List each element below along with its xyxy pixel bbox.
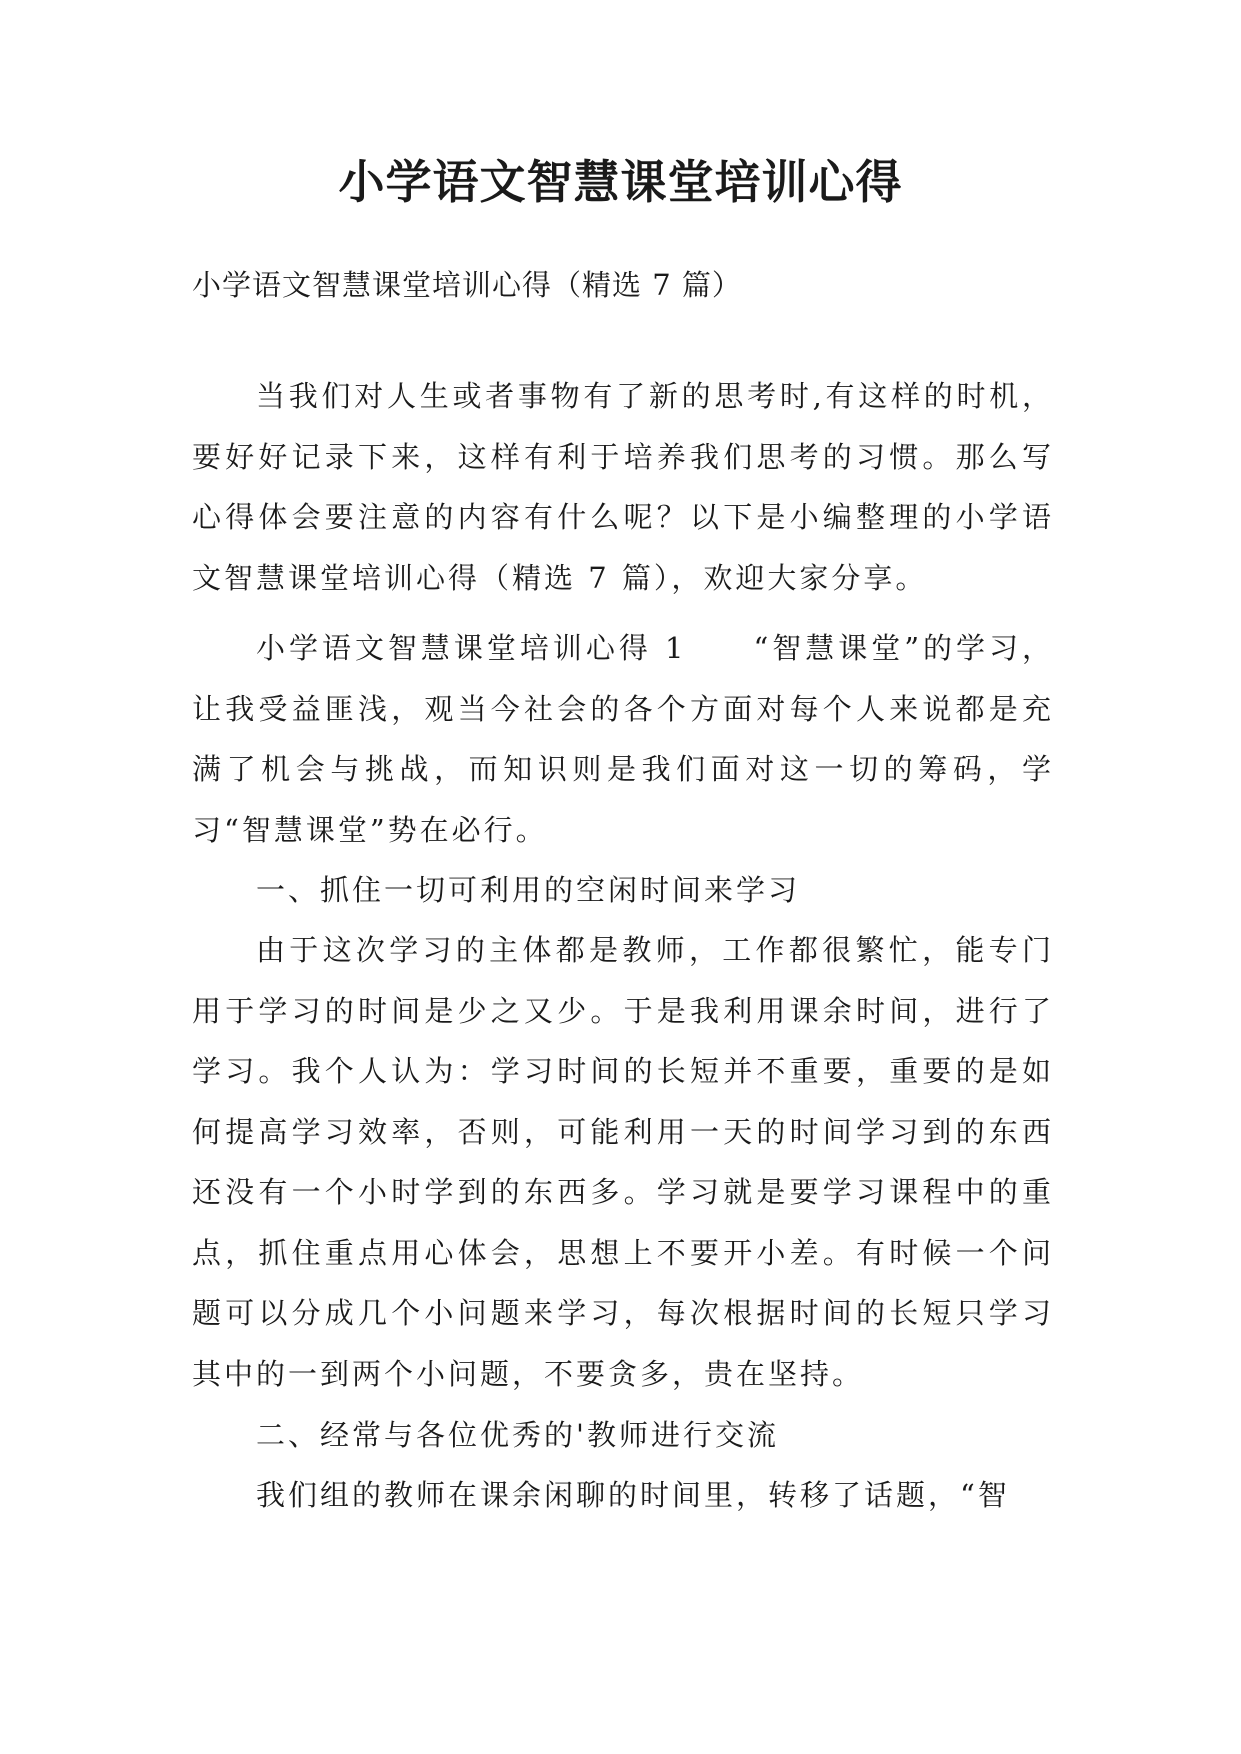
paragraph-2: 由于这次学习的主体都是教师，工作都很繁忙，能专门用于学习的时间是少之又少。于是我利用课余时间，进行了学习。我个人认为：学习时间的长短并不重要，重要的是如何提高学习效率，否则，可能利用一天的时间学习到的东西还没有一个小时学到的东西多。学习就是要学习课程中的重点，抓住重点用心体会，思想上不要开小差。有时候一个问题可以分成几个小问题来学习，每次根据时间的长短只学习其中的一到两个小问题，不要贪多，贵在坚持。	[192, 933, 1054, 1391]
intro-paragraph: 当我们对人生或者事物有了新的思考时,有这样的时机，要好好记录下来，这样有利于培养我们思考的习惯。那么写心得体会要注意的内容有什么呢？以下是小编整理的小学语文智慧课堂培训心得（精选 7 篇），欢迎大家分享。	[192, 379, 1054, 595]
section-heading-1: 一、抓住一切可利用的空闲时间来学习	[256, 873, 801, 907]
document-title: 小学语文智慧课堂培训心得	[338, 155, 903, 209]
paragraph-3: 我们组的教师在课余闲聊的时间里，转移了话题，“智	[256, 1478, 1010, 1512]
section-heading-2: 二、经常与各位优秀的'教师进行交流	[256, 1418, 779, 1452]
document-subtitle: 小学语文智慧课堂培训心得（精选 7 篇）	[192, 268, 742, 302]
paragraph-1: 小学语文智慧课堂培训心得 1 “智慧课堂”的学习，让我受益匪浅，观当今社会的各个方面对每个人来说都是充满了机会与挑战，而知识则是我们面对这一切的筹码，学习“智慧课堂”势在必行。	[192, 631, 1054, 847]
